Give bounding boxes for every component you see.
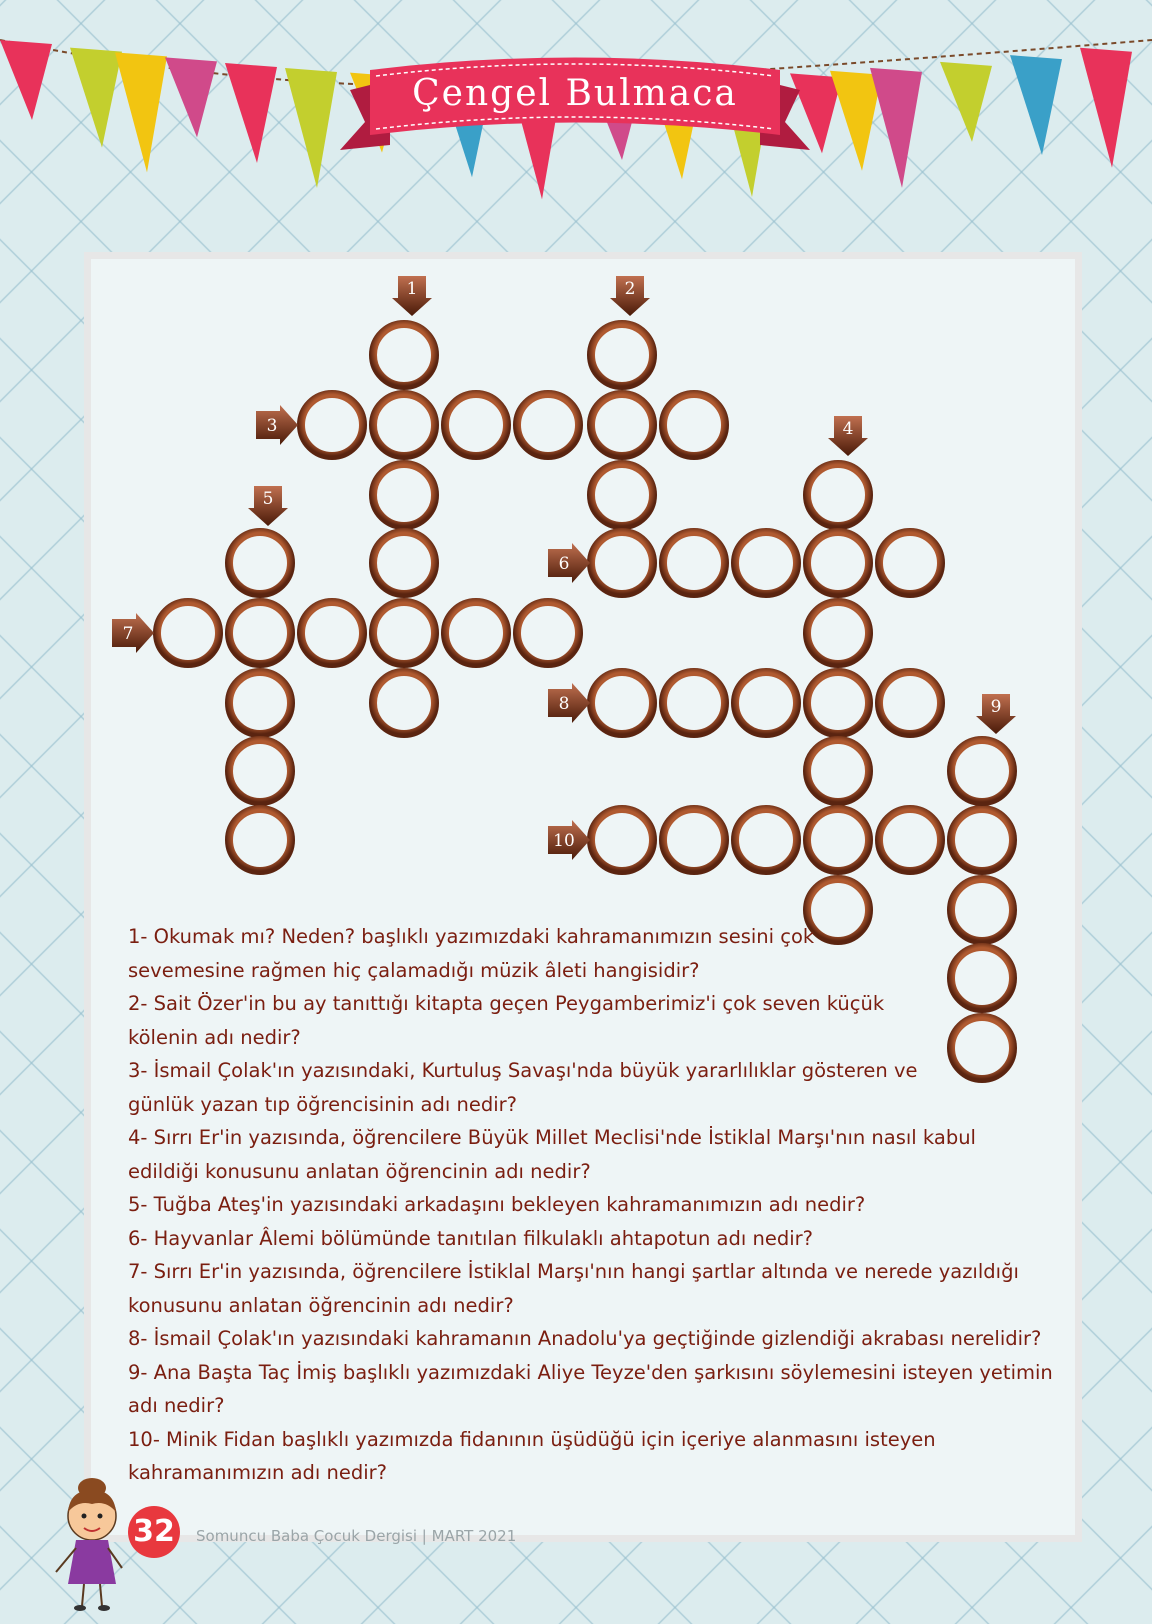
letter-cell[interactable]: [663, 532, 725, 594]
letter-cell[interactable]: [807, 532, 869, 594]
letter-cell[interactable]: [951, 809, 1013, 871]
letter-cell[interactable]: [301, 394, 363, 456]
letter-cell[interactable]: [373, 394, 435, 456]
clue-2: 2- Sait Özer'in bu ay tanıttığı kitapta geçen Peygamberimiz'i çok seven küçük kölenin adı nedir?: [128, 992, 885, 1049]
letter-cell[interactable]: [591, 532, 653, 594]
clue-1: 1- Okumak mı? Neden? başlıklı yazımızdaki kahramanımızın sesini çok sevemesine rağmen hiç çalamadığı müzik âleti hangisidir?: [128, 925, 815, 982]
clue-number: 10: [553, 831, 575, 851]
clue-6: 6- Hayvanlar Âlemi bölümünde tanıtılan filkulaklı ahtapotun adı nedir?: [128, 1226, 814, 1250]
letter-cell[interactable]: [591, 464, 653, 526]
letter-cell[interactable]: [229, 672, 291, 734]
clue-number-arrow: [976, 694, 1016, 734]
clue-number: 4: [842, 419, 854, 439]
letter-cell[interactable]: [445, 602, 507, 664]
clue-4: 4- Sırrı Er'in yazısında, öğrencilere Büyük Millet Meclisi'nde İstiklal Marşı'nın nasıl kabul edildiği konusunu anlatan öğrencinin adı nedir?: [128, 1126, 976, 1183]
magazine-footer: Somuncu Baba Çocuk Dergisi | MART 2021: [196, 1527, 517, 1545]
clue-8: 8- İsmail Çolak'ın yazısındaki kahramanın Anadolu'ya geçtiğinde gizlendiği akrabası nerelidir?: [128, 1327, 1042, 1350]
letter-cell[interactable]: [373, 324, 435, 386]
letter-cell[interactable]: [663, 394, 725, 456]
letter-cell[interactable]: [735, 672, 797, 734]
letter-cell[interactable]: [735, 532, 797, 594]
page-number: 32: [128, 1506, 180, 1558]
letter-cell[interactable]: [591, 324, 653, 386]
letter-cell[interactable]: [591, 809, 653, 871]
clue-3: 3- İsmail Çolak'ın yazısındaki, Kurtuluş Savaşı'nda büyük yararlılıklar gösteren ve günlük yazan tıp öğrencisinin adı nedir?: [128, 1059, 918, 1116]
clue-7: 7- Sırrı Er'in yazısında, öğrencilere İstiklal Marşı'nın hangi şartlar altında ve nerede yazıldığı konusunu anlatan öğrencinin adı nedir?: [128, 1260, 1019, 1317]
clue-number-arrow: [610, 276, 650, 316]
clue-number: 8: [558, 694, 570, 714]
letter-cell[interactable]: [735, 809, 797, 871]
clue-number-arrow: [548, 820, 590, 860]
letter-cell[interactable]: [229, 740, 291, 802]
clue-number-arrow: [548, 543, 590, 583]
clue-number-arrow: [828, 416, 868, 456]
clue-5: 5- Tuğba Ateş'in yazısındaki arkadaşını bekleyen kahramanımızın adı nedir?: [128, 1193, 866, 1216]
letter-cell[interactable]: [517, 602, 579, 664]
letter-cell[interactable]: [951, 740, 1013, 802]
letter-cell[interactable]: [373, 602, 435, 664]
clue-number-arrow: [112, 613, 154, 653]
letter-cell[interactable]: [591, 672, 653, 734]
letter-cell[interactable]: [807, 740, 869, 802]
letter-cell[interactable]: [301, 602, 363, 664]
clue-number: 5: [262, 489, 274, 509]
clue-list: [128, 920, 1068, 1490]
letter-cell[interactable]: [157, 602, 219, 664]
clue-number: 2: [624, 279, 636, 299]
letter-cell[interactable]: [663, 672, 725, 734]
clue-number: 6: [558, 554, 570, 574]
letter-cell[interactable]: [591, 394, 653, 456]
letter-cell[interactable]: [879, 809, 941, 871]
clue-10: 10- Minik Fidan başlıklı yazımızda fidanının üşüdüğü için içeriye alanmasını isteyen kahramanımızın adı nedir?: [128, 1427, 936, 1484]
letter-cell[interactable]: [879, 532, 941, 594]
letter-cell[interactable]: [807, 672, 869, 734]
letter-cell[interactable]: [229, 809, 291, 871]
letter-cell[interactable]: [807, 464, 869, 526]
clue-number: 9: [990, 697, 1002, 717]
letter-cell[interactable]: [663, 809, 725, 871]
clue-number: 7: [122, 624, 134, 644]
letter-cell[interactable]: [373, 532, 435, 594]
clue-number-arrow: [392, 276, 432, 316]
letter-cell[interactable]: [517, 394, 579, 456]
clue-number-arrow: [548, 683, 590, 723]
letter-cell[interactable]: [229, 532, 291, 594]
letter-cell[interactable]: [807, 602, 869, 664]
clue-number: 1: [406, 279, 418, 299]
letter-cell[interactable]: [445, 394, 507, 456]
clue-9: 9- Ana Başta Taç İmiş başlıklı yazımızdaki Aliye Teyze'den şarkısını söylemesini isteyen yetimin adı nedir?: [128, 1360, 1053, 1417]
clue-number: 3: [266, 416, 278, 436]
letter-cell[interactable]: [373, 464, 435, 526]
letter-cell[interactable]: [373, 672, 435, 734]
clue-number-arrow: [256, 405, 298, 445]
letter-cell[interactable]: [229, 602, 291, 664]
clue-number-arrow: [248, 486, 288, 526]
mascot-illustration: [0, 1476, 600, 1616]
letter-cell[interactable]: [807, 809, 869, 871]
letter-cell[interactable]: [879, 672, 941, 734]
page-title: Çengel Bulmaca: [412, 73, 738, 114]
